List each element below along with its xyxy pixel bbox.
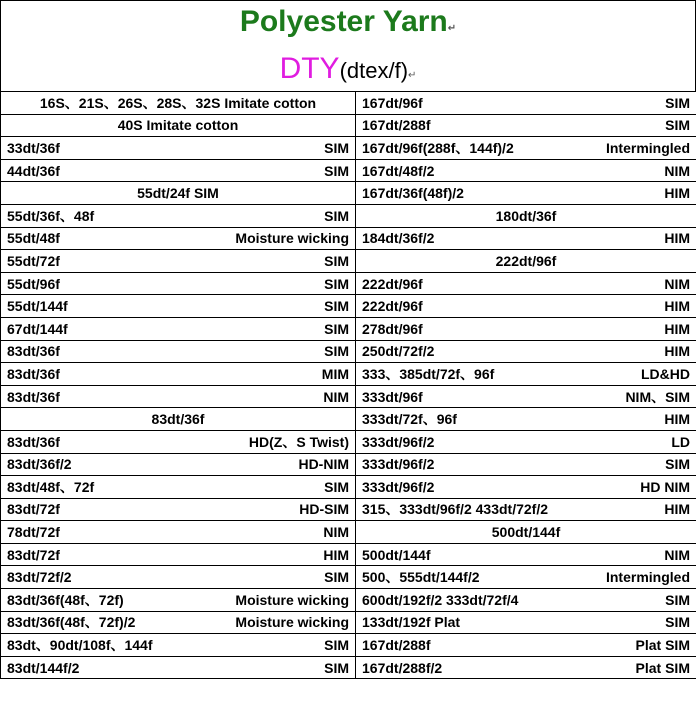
yarn-type: SIM [665,614,690,631]
yarn-spec: 500dt/144f [362,546,431,563]
yarn-type: HIM [664,320,690,337]
yarn-type: NIM、SIM [625,388,690,405]
yarn-spec: 44dt/36f [7,162,60,179]
yarn-spec: 315、333dt/96f/2 433dt/72f/2 [362,501,548,518]
yarn-spec: 600dt/192f/2 333dt/72f/4 [362,591,519,608]
table-cell-right [356,656,696,679]
table-row [1,430,696,453]
yarn-spec: 83dt/72f/2 [7,569,72,586]
yarn-spec: 83dt/72f [7,501,60,518]
yarn-type: Moisture wicking [235,230,349,247]
yarn-spec: 83dt/36f/2 [7,456,72,473]
table-cell-left [1,317,356,340]
table-cell-left [1,227,356,250]
yarn-type: NIM [323,524,349,541]
table-cell-right [356,566,696,589]
yarn-spec: 250dt/72f/2 [362,343,435,360]
table-cell-right [356,114,696,137]
yarn-spec: 278dt/96f [362,320,423,337]
page-title [1,5,695,46]
page-subtitle [1,51,695,94]
yarn-type: NIM [664,162,690,179]
yarn-spec: 83dt/48f、72f [7,478,95,495]
yarn-type: HIM [664,298,690,315]
table-cell-left [1,159,356,182]
yarn-type: SIM [324,298,349,315]
yarn-spec: 55dt/96f [7,275,60,292]
yarn-spec: 83dt/36f [7,365,60,382]
table-cell-left [1,566,356,589]
yarn-spec: 55dt/72f [7,252,60,269]
yarn-spec: 167dt/36f(48f)/2 [362,185,464,202]
yarn-type: SIM [665,456,690,473]
table-cell-left [1,182,356,205]
yarn-spec: 67dt/144f [7,320,68,337]
yarn-type: SIM [324,252,349,269]
table-cell-left [1,114,356,137]
yarn-type: HIM [664,501,690,518]
yarn-type: HIM [323,546,349,563]
table-row [1,363,696,386]
yarn-spec: 167dt/288f [362,117,431,134]
table-row [1,340,696,363]
yarn-spec: 333、385dt/72f、96f [362,365,495,382]
yarn-spec: 167dt/96f [362,94,423,111]
table-row [1,272,696,295]
yarn-type: HIM [664,230,690,247]
yarn-spec-table [0,91,696,679]
yarn-spec: 167dt/288f [362,637,431,654]
table-cell-right [356,182,696,205]
table-cell-left [1,430,356,453]
yarn-type: SIM [324,343,349,360]
yarn-spec: 333dt/96f [362,388,423,405]
table-cell-right [356,430,696,453]
yarn-spec: 33dt/36f [7,139,60,156]
table-cell-right [356,363,696,386]
table-row [1,204,696,227]
table-cell-left [1,295,356,318]
table-cell-left [1,611,356,634]
table-cell-right [356,521,696,544]
table-cell-left [1,521,356,544]
yarn-type: MIM [321,365,349,382]
yarn-type: SIM [324,207,349,224]
table-cell-right [356,385,696,408]
yarn-type: SIM [324,275,349,292]
table-cell-left [1,498,356,521]
yarn-type: Plat SIM [635,659,690,676]
table-cell-left [1,137,356,160]
table-cell-left [1,408,356,431]
yarn-spec: 222dt/96f [362,275,423,292]
yarn-type: LD [671,433,690,450]
yarn-type: HIM [664,343,690,360]
table-cell-right [356,137,696,160]
yarn-type: HIM [664,185,690,202]
yarn-type: SIM [324,162,349,179]
table-cell-right [356,250,696,273]
yarn-spec: 222dt/96f [362,298,423,315]
yarn-type: SIM [324,637,349,654]
yarn-type: Intermingled [605,139,690,156]
yarn-spec: 83dt/36f(48f、72f) [7,591,124,608]
table-row [1,656,696,679]
yarn-type: SIM [665,117,690,134]
subtitle-main: DTY [279,52,340,85]
yarn-type: Moisture wicking [235,591,349,608]
table-row [1,453,696,476]
table-cell-right [356,227,696,250]
yarn-type: SIM [324,569,349,586]
table-cell-right [356,408,696,431]
table-row [1,92,696,115]
yarn-type: SIM [665,94,690,111]
yarn-type: Moisture wicking [235,614,349,631]
table-row [1,498,696,521]
yarn-spec: 55dt/48f [7,230,60,247]
table-row [1,317,696,340]
paragraph-mark-icon: ↵ [408,70,417,81]
yarn-spec: 83dt/36f [7,433,60,450]
yarn-spec: 78dt/72f [7,524,60,541]
yarn-type: SIM [324,320,349,337]
table-cell-right [356,611,696,634]
table-cell-right [356,453,696,476]
yarn-type: HD NIM [640,478,690,495]
table-row [1,159,696,182]
yarn-spec: 83dt/144f/2 [7,659,80,676]
yarn-spec: 180dt/36f [495,207,557,224]
yarn-spec: 83dt/36f [151,411,205,428]
table-cell-left [1,453,356,476]
yarn-type: HD-SIM [299,501,349,518]
yarn-spec: 333dt/72f、96f [362,411,457,428]
table-cell-left [1,204,356,227]
yarn-spec: 40S Imitate cotton [117,117,239,134]
table-cell-left [1,589,356,612]
table-cell-right [356,589,696,612]
table-cell-left [1,272,356,295]
table-cell-right [356,498,696,521]
table-row [1,634,696,657]
table-cell-left [1,385,356,408]
yarn-type: SIM [324,478,349,495]
yarn-type: SIM [324,659,349,676]
yarn-spec: 83dt/36f [7,343,60,360]
yarn-spec: 55dt/24f SIM [137,185,219,202]
table-row [1,543,696,566]
table-cell-left [1,250,356,273]
yarn-type: LD&HD [641,365,690,382]
document-header [0,0,696,91]
yarn-type: HIM [664,411,690,428]
yarn-spec: 167dt/288f/2 [362,659,443,676]
table-cell-left [1,340,356,363]
table-row [1,408,696,431]
table-row [1,521,696,544]
yarn-type: Intermingled [605,569,690,586]
table-cell-left [1,476,356,499]
yarn-spec: 500dt/144f [491,524,561,541]
yarn-type: SIM [665,591,690,608]
table-row [1,566,696,589]
yarn-spec: 16S、21S、26S、28S、32S Imitate cotton [39,94,317,111]
table-cell-left [1,92,356,115]
yarn-spec: 167dt/96f(288f、144f)/2 [362,139,514,156]
yarn-type: HD-NIM [298,456,349,473]
table-row [1,476,696,499]
table-row [1,589,696,612]
yarn-spec: 500、555dt/144f/2 [362,569,480,586]
yarn-spec: 133dt/192f Plat [362,614,461,631]
table-row [1,227,696,250]
table-row [1,114,696,137]
yarn-spec: 55dt/36f、48f [7,207,95,224]
paragraph-mark-icon: ↵ [447,23,457,34]
yarn-type: NIM [323,388,349,405]
yarn-type: Plat SIM [635,637,690,654]
yarn-spec: 83dt/72f [7,546,60,563]
yarn-type: NIM [664,275,690,292]
table-cell-left [1,543,356,566]
table-row [1,182,696,205]
table-cell-right [356,634,696,657]
title-text: Polyester Yarn [239,5,448,38]
table-cell-left [1,634,356,657]
table-cell-right [356,92,696,115]
yarn-type: SIM [324,139,349,156]
yarn-spec: 55dt/144f [7,298,68,315]
yarn-type: NIM [664,546,690,563]
table-row [1,385,696,408]
table-cell-right [356,476,696,499]
table-row [1,137,696,160]
yarn-spec: 184dt/36f/2 [362,230,435,247]
yarn-type: HD(Z、S Twist) [248,433,349,450]
table-cell-right [356,543,696,566]
yarn-spec: 83dt、90dt/108f、144f [7,637,153,654]
yarn-spec: 333dt/96f/2 [362,456,435,473]
subtitle-unit: (dtex/f) [339,58,409,83]
table-row [1,295,696,318]
table-cell-right [356,159,696,182]
table-cell-right [356,340,696,363]
table-cell-right [356,272,696,295]
table-row [1,250,696,273]
table-cell-right [356,317,696,340]
yarn-spec: 333dt/96f/2 [362,433,435,450]
table-cell-left [1,363,356,386]
yarn-spec: 83dt/36f [7,388,60,405]
table-row [1,611,696,634]
table-cell-right [356,204,696,227]
yarn-spec: 83dt/36f(48f、72f)/2 [7,614,136,631]
yarn-spec: 333dt/96f/2 [362,478,435,495]
table-cell-left [1,656,356,679]
yarn-spec: 167dt/48f/2 [362,162,435,179]
yarn-spec: 222dt/96f [495,252,557,269]
table-cell-right [356,295,696,318]
